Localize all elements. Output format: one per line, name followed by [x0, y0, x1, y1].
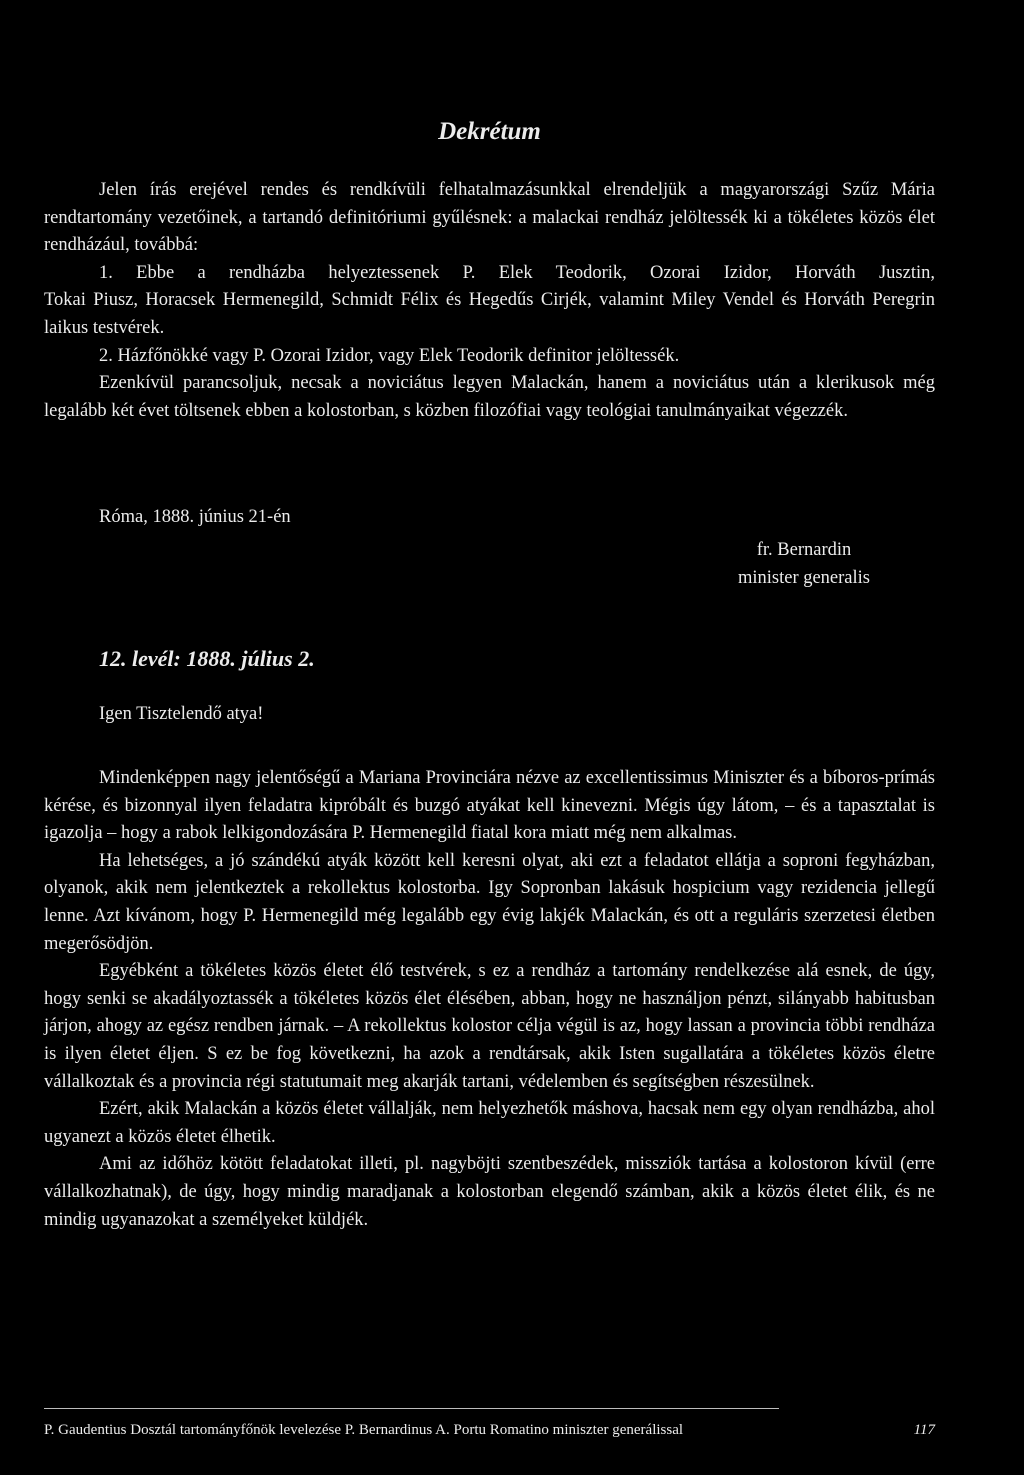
letter-paragraph: Mindenképpen nagy jelentőségű a Mariana Provinciára nézve az excellentissimus Miniszter és a bíboros-prímás kérése, és bizonnyal ilyen feladatra kipróbált és buzgó atyákat kell kinevezni. Mégis úgy látom, – és a tapasztalat is igazolja – hogy a rabok lelkigondozására P. Hermenegild fiatal kora miatt még nem alkalmas.	[44, 768, 935, 844]
letter-heading: 12. levél: 1888. július 2.	[99, 646, 315, 671]
decree-body	[44, 177, 935, 425]
signature-name: fr. Bernardin	[756, 540, 852, 560]
decree-title: Dekrétum	[438, 118, 541, 145]
decree-item-2: 2. Házfőnökké vagy P. Ozorai Izidor, vagy Elek Teodorik definitor jelöltessék.	[99, 345, 680, 366]
letter-paragraph: Ezért, akik Malackán a közös életet vállalják, nem helyezhetők máshova, hacsak nem egy olyan rendházba, ahol ugyanezt a közös életet élhetik.	[44, 1099, 935, 1147]
letter-paragraph: Egyébként a tökéletes közös életet élő testvérek, s ez a rendház a tartomány rendelkezése alá esnek, de úgy, hogy senki se akadályoztassék a tökéletes közös élet élésében, abban, hogy ne használjon pénzt, silányabb habitusban járjon, ahogy az egész rendben járnak. – A rekollektus kolostor célja végül is az, hogy lassan a provincia többi rendháza is ilyen életet éljen. S ez be fog következni, ha azok a rendtársak, akik Isten sugallatára a tökéletes közös életre vállalkoztak és a provincia régi statutumait meg akarják tartani, védelemben és segítségben részesülnek.	[44, 961, 935, 1092]
running-title: P. Gaudentius Dosztál tartományfőnök levelezése P. Bernardinus A. Portu Romatino miniszter generálissal	[44, 1422, 684, 1438]
decree-item-1-continued: Tokai Piusz, Horacsek Hermenegild, Schmidt Félix és Hegedűs Cirjék, valamint Miley Vendel és Horváth Peregrin laikus testvérek.	[44, 290, 935, 338]
decree-paragraph: Ezenkívül parancsoljuk, necsak a noviciátus legyen Malackán, hanem a noviciátus után a klerikusok még legalább két évet töltsenek ebben a kolostorban, s közben filozófiai vagy teológiai tanulmányaikat végezzék.	[44, 373, 935, 421]
letter-paragraph: Ha lehetséges, a jó szándékú atyák között kell keresni olyat, aki ezt a feladatot ellátja a soproni fegyházban, olyanok, akik nem jelentkeztek a rekollektus kolostorba. Igy Sopronban lakásuk hospicium vagy rezidencia jellegű lenne. Azt kívánom, hogy P. Hermenegild még legalább egy évig lakjék Malackán, és ott a reguláris szerzetesi életben megerősödjön.	[44, 850, 935, 954]
signature-block	[738, 536, 870, 592]
letter-body	[44, 765, 935, 1234]
signature-title: minister generalis	[737, 568, 870, 588]
page-number: 117	[913, 1422, 935, 1438]
salutation: Igen Tisztelendő atya!	[99, 704, 264, 724]
decree-item-1: 1. Ebbe a rendházba helyeztessenek P. Elek Teodorik, Ozorai Izidor, Horváth Jusztin,	[99, 262, 935, 283]
letter-paragraph: Ami az időhöz kötött feladatokat illeti, pl. nagyböjti szentbeszédek, missziók tartása a kolostoron kívül (erre vállalkozhatnak), de úgy, hogy mindig maradjanak a kolostorban elegendő számban, akik a közös életet élik, és ne mindig ugyanazokat a személyeket küldjék.	[44, 1154, 935, 1230]
decree-paragraph: Jelen írás erejével rendes és rendkívüli felhatalmazásunkkal elrendeljük a magyarországi Szűz Mária rendtartomány vezetőinek, a tartandó definitóriumi gyűlésnek: a malackai rendház jelöltessék ki a tökéletes közös élet rendházául, továbbá:	[44, 180, 935, 256]
place-date: Róma, 1888. június 21-én	[99, 507, 291, 527]
footer-divider	[44, 1408, 779, 1409]
